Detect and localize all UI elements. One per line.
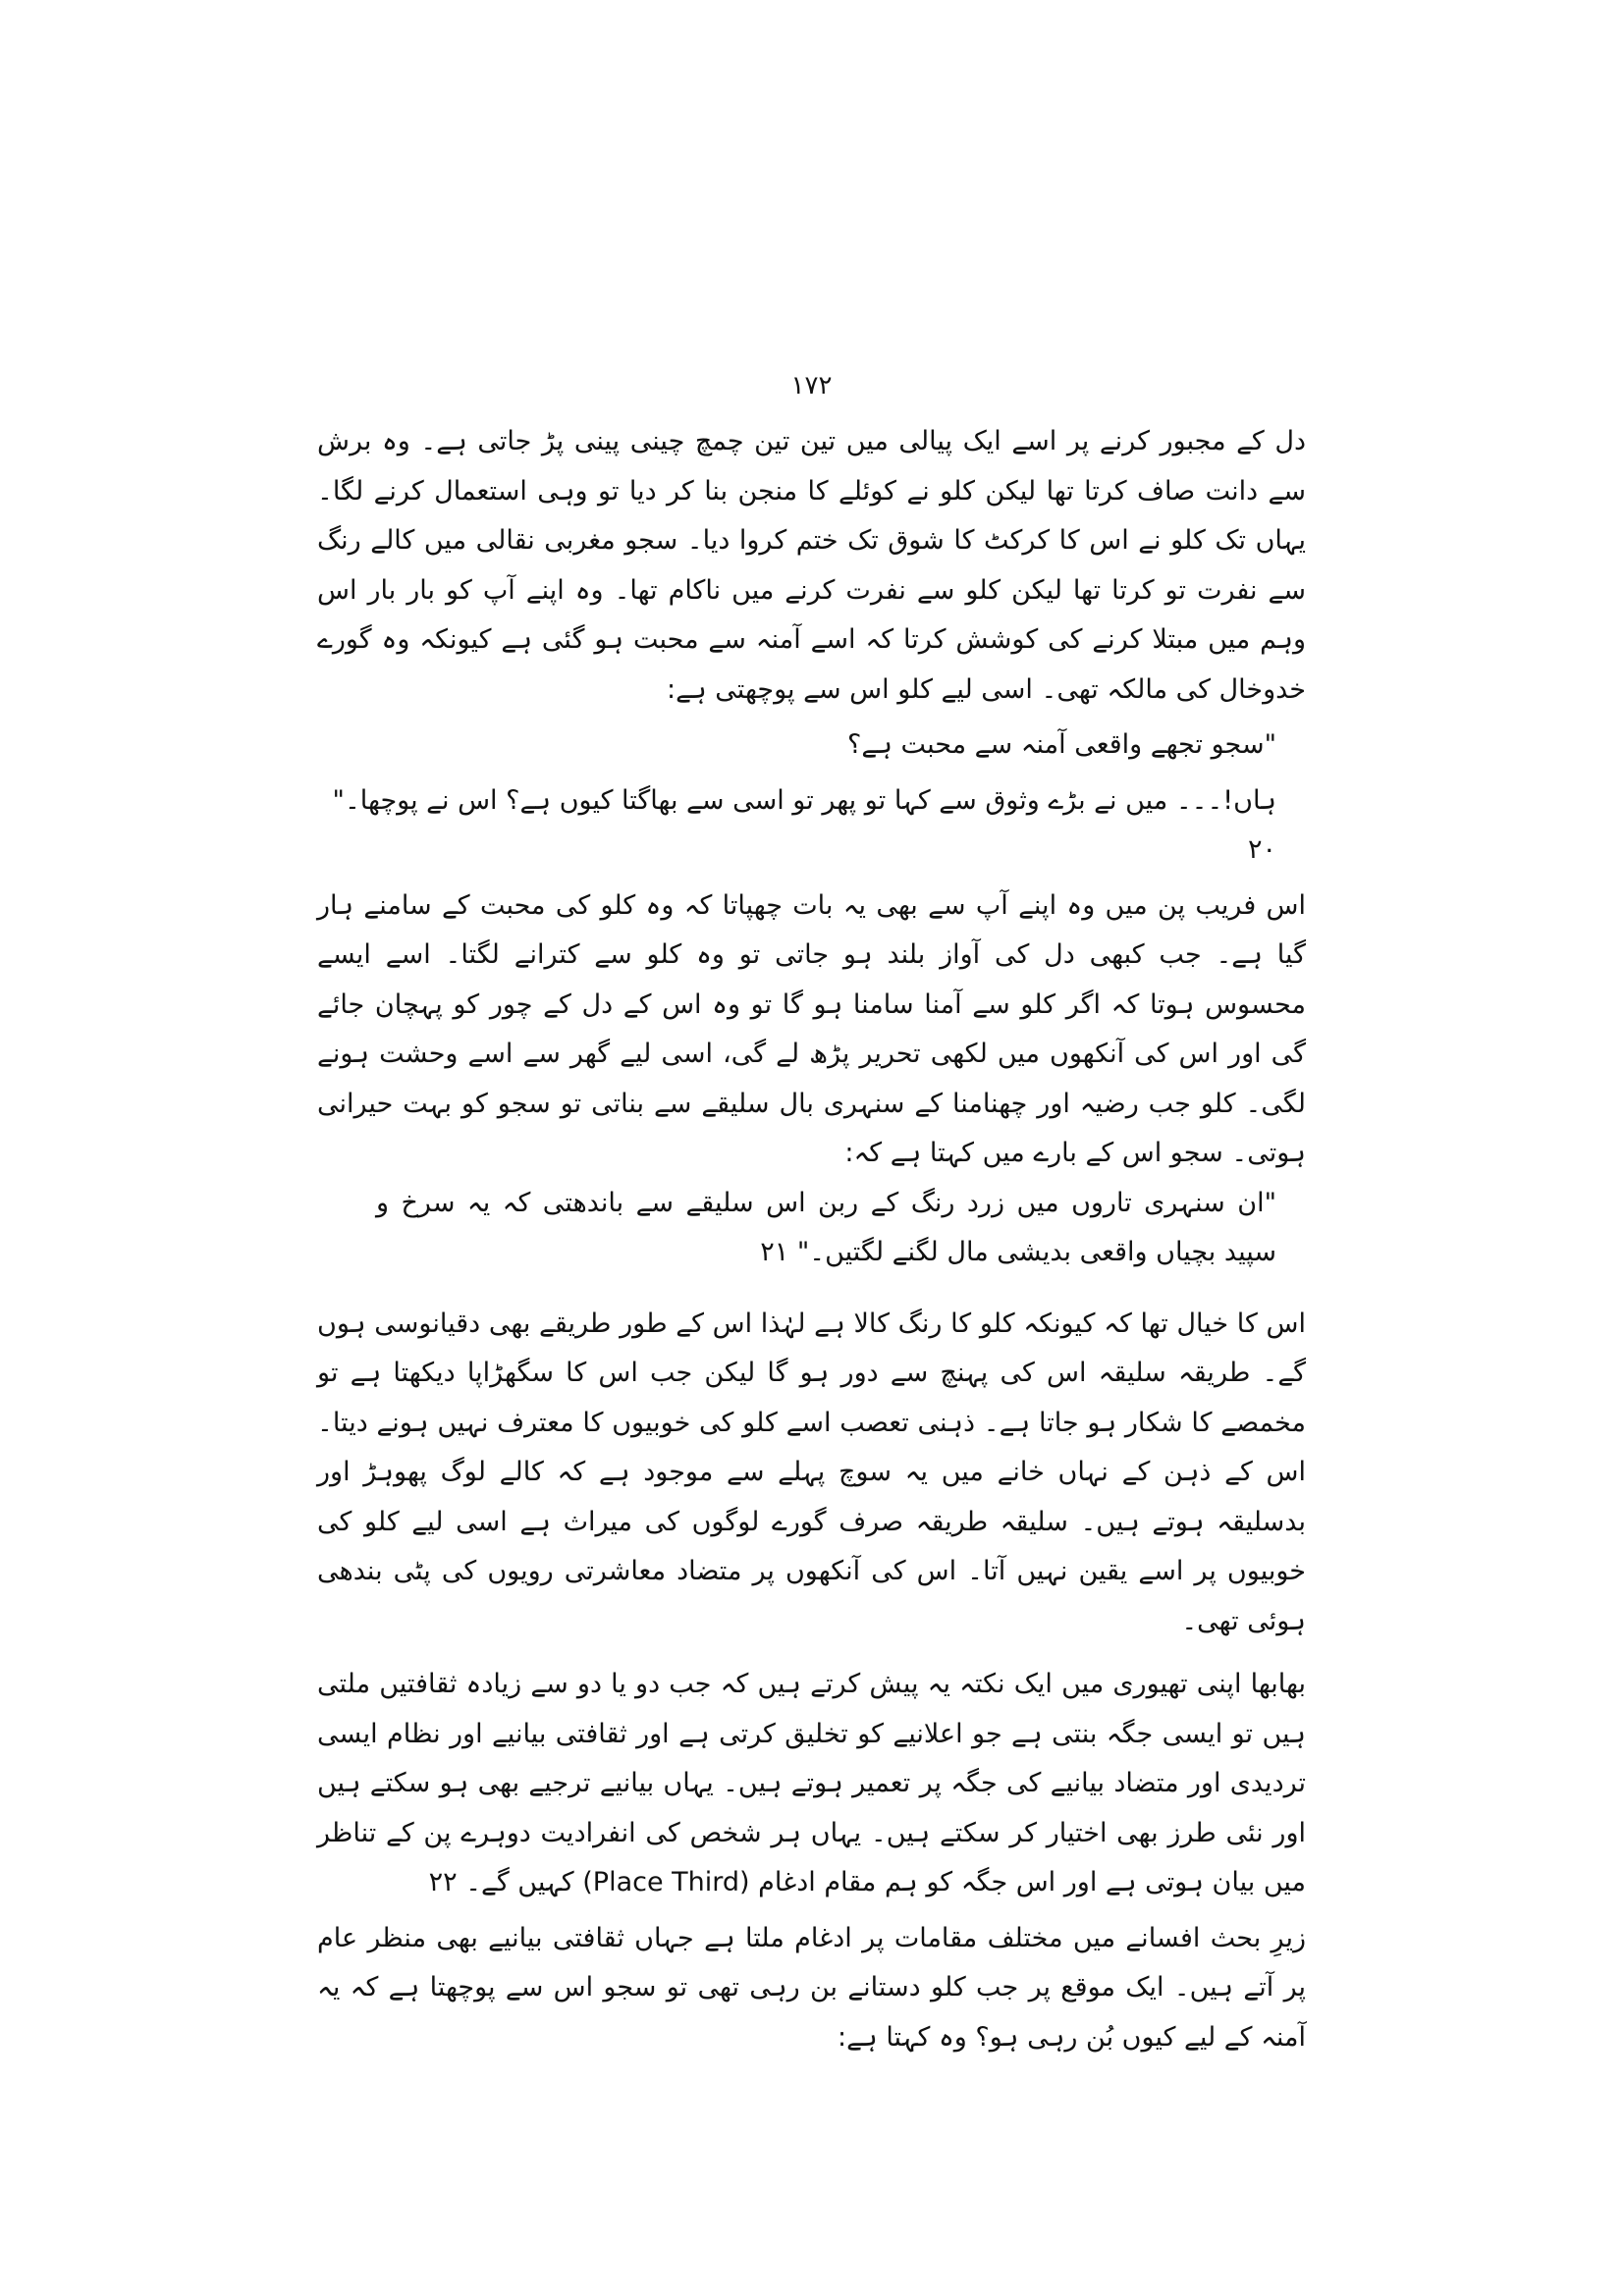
paragraph-4: بھابھا اپنی تھیوری میں ایک نکتہ یہ پیش کرتے ہیں کہ جب دو یا دو سے زیادہ ثقافتیں ملتی ہیں تو ایسی جگہ بنتی ہے جو اعلانیے کو تخلیق کرتی ہے اور ثقافتی بیانیے اور نظام ایسی تردیدی اور متضاد بیانیے کی جگہ پر تعمیر ہوتے ہیں۔ یہاں بیانیے ترجیے بھی ہو سکتے ہیں اور نئی طرز بھی اختیار کر سکتے ہیں۔ یہاں ہر شخص کی انفرادیت دوہرے پن کے تناظر میں بیان ہوتی ہے اور اس جگہ کو ہم مقام ادغام (Place Third) کہیں گے۔ ۲۲ [317,1669,1306,1897]
paragraph-1: دل کے مجبور کرنے پر اسے ایک پیالی میں تین تین چمچ چینی پینی پڑ جاتی ہے۔ وہ برش سے دانت صاف کرتا تھا لیکن کلو نے کوئلے کا منجن بنا کر دیا تو وہی استعمال کرنے لگا۔ یہاں تک کلو نے اس کا کرکٹ کا شوق تک ختم کروا دیا۔ سجو مغربی نقالی میں کالے رنگ سے نفرت تو کرتا تھا لیکن کلو سے نفرت کرنے میں ناکام تھا۔ وہ اپنے آپ کو بار بار اس وہم میں مبتلا کرنے کی کوشش کرتا کہ اسے آمنہ سے محبت ہو گئی ہے کیونکہ وہ گورے خدوخال کی مالکہ تھی۔ اسی لیے کلو اس سے پوچھتی ہے: [317,426,1306,705]
text-body [317,417,1306,2062]
page-number: ۱۷۲ [790,371,833,400]
quote-1-line-2: ہاں!۔۔۔ میں نے بڑے وثوق سے کہا تو پھر تو اسی سے بھاگتا کیوں ہے؟ اس نے پوچھا۔" ۲۰ [332,784,1276,865]
paragraph-2: اس فریب پن میں وہ اپنے آپ سے بھی یہ بات چھپاتا کہ وہ کلو کی محبت کے سامنے ہار گیا ہے۔ جب کبھی دل کی آواز بلند ہو جاتی تو وہ کلو سے کترانے لگتا۔ اسے ایسے محسوس ہوتا کہ اگر کلو سے آمنا سامنا ہو گا تو وہ اس کے دل کے چور کو پہچان جائے گی اور اس کی آنکھوں میں لکھی تحریر پڑھ لے گی، اسی لیے گھر سے اسے وحشت ہونے لگی۔ کلو جب رضیہ اور چھنامنا کے سنہری بال سلیقے سے بناتی تو سجو کو بہت حیرانی ہوتی۔ سجو اس کے بارے میں کہتا ہے کہ: [317,889,1306,1168]
paragraph-5: زیرِ بحث افسانے میں مختلف مقامات پر ادغام ملتا ہے جہاں ثقافتی بیانیے بھی منظر عام پر آتے ہیں۔ ایک موقع پر جب کلو دستانے بن رہی تھی تو سجو اس سے پوچھتا ہے کہ یہ آمنہ کے لیے کیوں بُن رہی ہو؟ وہ کہتا ہے: [317,1922,1306,2053]
quote-2: "ان سنہری تاروں میں زرد رنگ کے ربن اس سلیقے سے باندھتی کہ یہ سرخ و سپید بچیاں واقعی بدیشی مال لگنے لگتیں۔" ۲۱ [376,1187,1276,1267]
paragraph-3: اس کا خیال تھا کہ کیونکہ کلو کا رنگ کالا ہے لہٰذا اس کے طور طریقے بھی دقیانوسی ہوں گے۔ طریقہ سلیقہ اس کی پہنچ سے دور ہو گا لیکن جب اس کا سگھڑاپا دیکھتا ہے تو مخمصے کا شکار ہو جاتا ہے۔ ذہنی تعصب اسے کلو کی خوبیوں کا معترف نہیں ہونے دیتا۔ اس کے ذہن کے نہاں خانے میں یہ سوچ پہلے سے موجود ہے کہ کالے لوگ پھوہڑ اور بدسلیقہ ہوتے ہیں۔ سلیقہ طریقہ صرف گورے لوگوں کی میراث ہے اسی لیے کلو کی خوبیوں پر اسے یقین نہیں آتا۔ اس کی آنکھوں پر متضاد معاشرتی رویوں کی پٹی بندھی ہوئی تھی۔ [317,1308,1306,1636]
quote-1-line-1: "سجو تجھے واقعی آمنہ سے محبت ہے؟ [847,729,1276,760]
